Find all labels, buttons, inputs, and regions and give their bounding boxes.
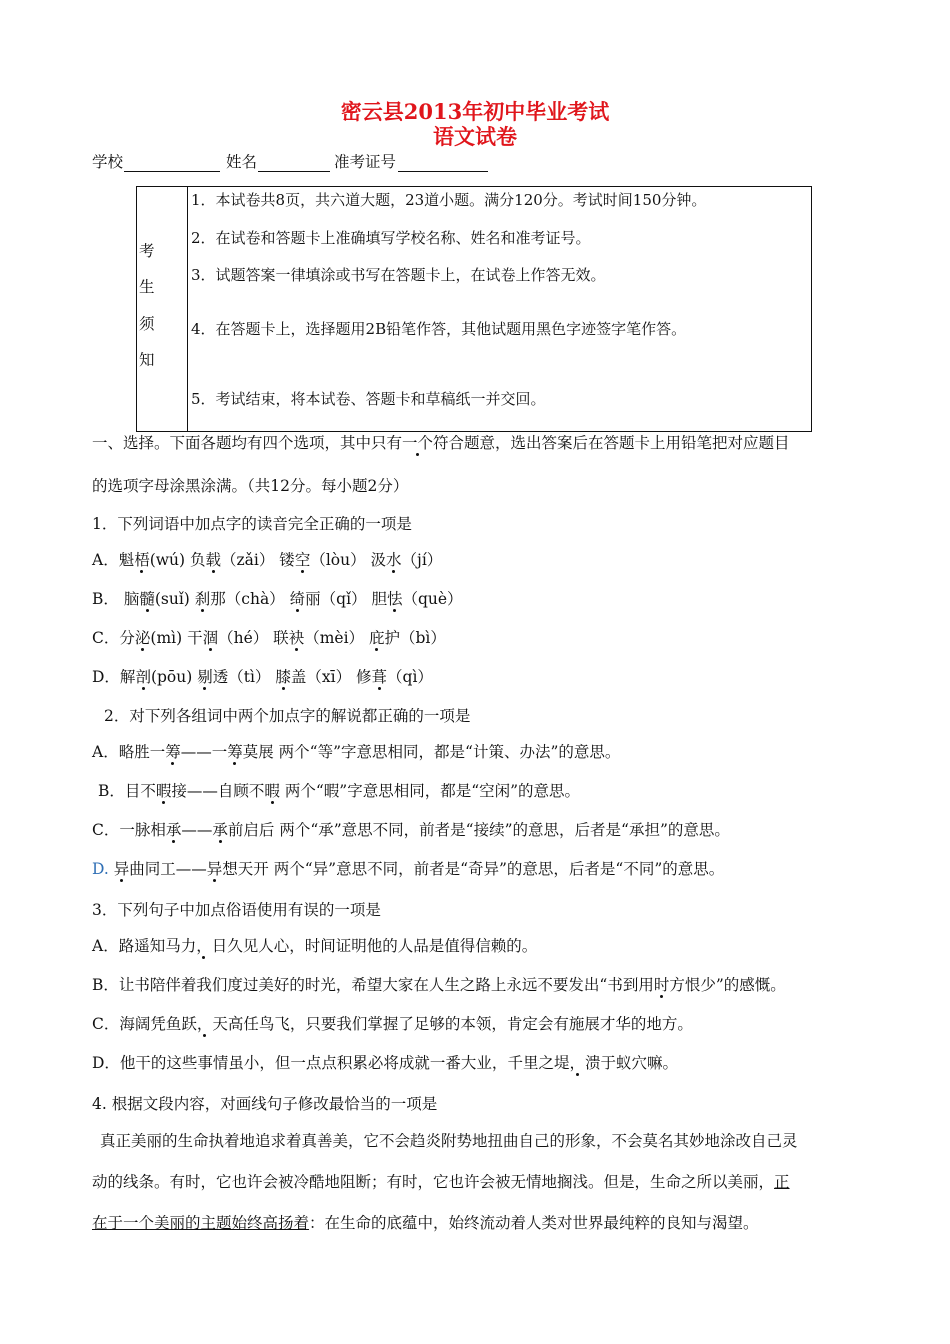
q3-option-c[interactable]: C．海阔凭鱼跃，天高任鸟飞，只要我们掌握了足够的本领，肯定会有施展才华的地方。 xyxy=(92,1015,693,1033)
section-intro-line2: 的选项字母涂黑涂满。（共12分。每小题2分） xyxy=(92,477,409,495)
exam-id-label: 准考证号 xyxy=(334,153,397,171)
notice-rule: 1．本试卷共8页，共六道大题，23道小题。满分120分。考试时间150分钟。 xyxy=(191,191,707,209)
q2-option-a[interactable]: A．略胜一筹——一筹莫展 两个“等”字意思相同，都是“计策、办法”的意思。 xyxy=(92,743,621,761)
notice-label-char: 知 xyxy=(139,351,155,369)
passage-line: 在于一个美丽的主题始终高扬着：在生命的底蕴中，始终流动着人类对世界最纯粹的良知与渴望。 xyxy=(92,1214,759,1232)
notice-label-char: 须 xyxy=(139,315,155,333)
q2-option-b[interactable]: B．目不暇接——自顾不暇 两个“暇”字意思相同，都是“空闲”的意思。 xyxy=(98,782,581,800)
question-stem: 4. 根据文段内容，对画线句子修改最恰当的一项是 xyxy=(92,1095,438,1113)
question-stem: 1．下列词语中加点字的读音完全正确的一项是 xyxy=(92,515,412,533)
q1-option-b[interactable]: B． 脑髓(suǐ) 刹那（chà） 绮丽（qǐ） 胆怯（què） xyxy=(92,590,463,608)
q1-option-a[interactable]: A．魁梧(wú) 负载（zǎi） 镂空（lòu） 汲水（jí） xyxy=(92,551,443,569)
exam-subtitle: 语文试卷 xyxy=(433,124,517,149)
section-intro: 一、选择。下面各题均有四个选项，其中只有一个符合题意，选出答案后在答题卡上用铅笔把对应题目 xyxy=(92,434,790,452)
notice-rule: 5．考试结束，将本试卷、答题卡和草稿纸一并交回。 xyxy=(191,390,546,408)
q3-option-d[interactable]: D．他干的这些事情虽小，但一点点积累必将成就一番大业，千里之堤，溃于蚁穴嘛。 xyxy=(92,1054,678,1072)
notice-rule: 2．在试卷和答题卡上准确填写学校名称、姓名和准考证号。 xyxy=(191,229,591,247)
q2-option-c[interactable]: C．一脉相承——承前启后 两个“承”意思不同，前者是“接续”的意思，后者是“承担”的意思。 xyxy=(92,821,730,839)
name-label: 姓名 xyxy=(226,153,258,171)
notice-label-cell xyxy=(137,187,188,432)
name-blank[interactable] xyxy=(258,171,330,172)
question-stem: 2．对下列各组词中两个加点字的解说都正确的一项是 xyxy=(104,707,471,725)
notice-label-char: 考 xyxy=(139,242,155,260)
passage-line: 动的线条。有时，它也许会被冷酷地阻断；有时，它也许会被无情地搁浅。但是，生命之所以美丽，正 xyxy=(92,1173,790,1191)
school-label: 学校 xyxy=(92,153,124,171)
exam-id-blank[interactable] xyxy=(398,171,488,172)
q3-option-a[interactable]: A．路遥知马力，日久见人心，时间证明他的人品是值得信赖的。 xyxy=(92,937,538,955)
notice-rule: 4．在答题卡上，选择题用2B铅笔作答，其他试题用黑色字迹签字笔作答。 xyxy=(191,320,687,338)
notice-label-char: 生 xyxy=(139,278,155,296)
q2-option-d[interactable]: D. 异曲同工——异想天开 两个“异”意思不同，前者是“奇异”的意思，后者是“不同”的意思。 xyxy=(92,860,725,878)
question-stem: 3．下列句子中加点俗语使用有误的一项是 xyxy=(92,901,381,919)
q3-option-b[interactable]: B．让书陪伴着我们度过美好的时光，希望大家在人生之路上永远不要发出“书到用时方恨少”的感慨。 xyxy=(92,976,786,994)
exam-title: 密云县2013年初中毕业考试 xyxy=(340,99,610,124)
school-blank[interactable] xyxy=(124,171,220,172)
q1-option-d[interactable]: D．解剖(pōu) 剔透（tì） 膝盖（xī） 修葺（qì） xyxy=(92,668,433,686)
passage-line: 真正美丽的生命执着地追求着真善美，它不会趋炎附势地扭曲自己的形象，不会莫名其妙地涂改自己灵 xyxy=(100,1132,798,1150)
notice-rule: 3．试题答案一律填涂或书写在答题卡上，在试卷上作答无效。 xyxy=(191,266,606,284)
q1-option-c[interactable]: C．分泌(mì) 干涸（hé） 联袂（mèi） 庇护（bì） xyxy=(92,629,446,647)
